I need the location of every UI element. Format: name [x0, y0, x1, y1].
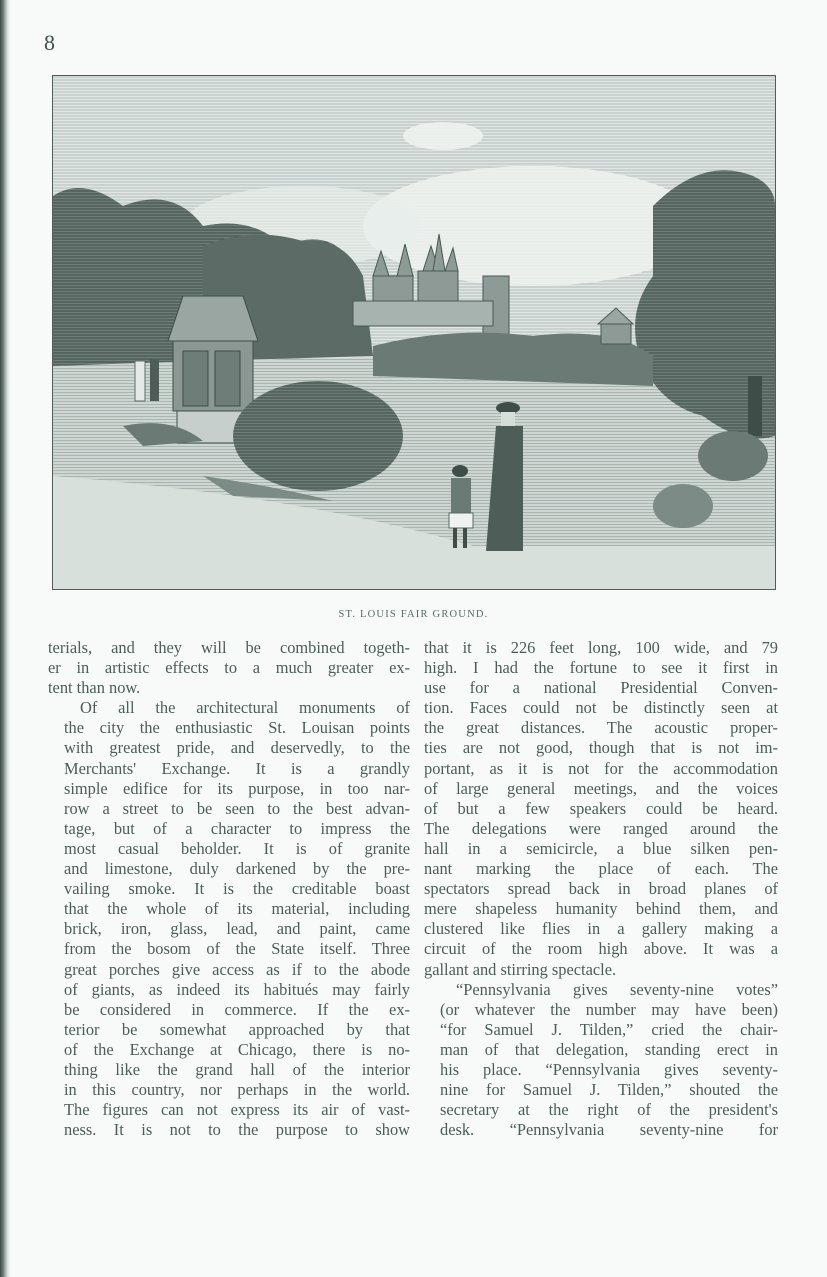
text-line: Of all the architectural monuments of	[80, 698, 410, 718]
text-line: ness. It is not to the purpose to show	[64, 1120, 410, 1140]
text-line: great porches give access as if to the abode	[64, 959, 410, 979]
text-line: nine for Samuel J. Tilden,” shouted the	[440, 1080, 778, 1100]
text-line: er in artistic effects to a much greater ex-	[48, 658, 410, 678]
text-line: from the bosom of the State itself. Three	[64, 939, 410, 959]
page-number: 8	[44, 30, 55, 55]
text-line: of giants, as indeed its habitués may fairly	[64, 979, 410, 999]
text-line: simple edifice for its purpose, in too nar-	[64, 778, 410, 798]
text-line: of but a few speakers could be heard.	[424, 798, 778, 818]
text-line: the city the enthusiastic St. Louisan points	[64, 718, 410, 738]
text-line: terior be somewhat approached by that	[64, 1019, 410, 1039]
illustration-st-louis-fair-ground	[52, 75, 776, 590]
left-text-column	[48, 638, 410, 1140]
text-line: Merchants' Exchange. It is a grandly	[64, 758, 410, 778]
right-text-column	[424, 638, 778, 1140]
text-line: that it is 226 feet long, 100 wide, and 79	[424, 638, 778, 657]
text-line: nant marking the place of each. The	[424, 859, 778, 879]
text-line: his place. “Pennsylvania gives seventy-	[440, 1059, 778, 1079]
text-line: thing like the grand hall of the interior	[64, 1059, 410, 1079]
text-line: terials, and they will be combined togeth-	[48, 638, 410, 657]
text-line: row a street to be seen to the best advan-	[64, 798, 410, 818]
text-line: man of that delegation, standing erect in	[440, 1039, 778, 1059]
text-line: use for a national Presidential Conven-	[424, 678, 778, 698]
paragraph	[48, 698, 410, 1140]
text-line: of the Exchange at Chicago, there is no-	[64, 1039, 410, 1059]
paragraph	[424, 980, 778, 1141]
text-line: “Pennsylvania gives seventy-nine votes”	[456, 979, 778, 999]
text-line: high. I had the fortune to see it first in	[424, 658, 778, 678]
text-line: clustered like flies in a gallery making a	[424, 919, 778, 939]
text-line: the great distances. The acoustic proper-	[424, 718, 778, 738]
text-line: The figures can not express its air of vast-	[64, 1100, 410, 1120]
text-line: most casual beholder. It is of granite	[64, 838, 410, 858]
text-line: in this country, nor perhaps in the world.	[64, 1080, 410, 1100]
text-line: mere shapeless humanity behind them, and	[424, 899, 778, 919]
text-line: that the whole of its material, including	[64, 899, 410, 919]
text-line: of large general meetings, and the voices	[424, 778, 778, 798]
text-line: and limestone, duly darkened by the pre-	[64, 859, 410, 879]
illustration-caption: ST. LOUIS FAIR GROUND.	[338, 609, 489, 620]
text-line: tage, but of a character to impress the	[64, 818, 410, 838]
text-line: vailing smoke. It is the creditable boast	[64, 879, 410, 899]
text-line: ties are not good, though that is not im-	[424, 738, 778, 758]
binding-edge	[0, 0, 10, 1277]
engraving-image	[53, 76, 775, 589]
text-line: desk. “Pennsylvania seventy-nine for	[440, 1120, 778, 1140]
text-line: be considered in commerce. If the ex-	[64, 999, 410, 1019]
text-line: circuit of the room high above. It was a	[424, 939, 778, 959]
text-line: “for Samuel J. Tilden,” cried the chair-	[440, 1019, 778, 1039]
text-line: portant, as it is not for the accommodation	[424, 758, 778, 778]
text-line: (or whatever the number may have been)	[440, 999, 778, 1019]
text-line: The delegations were ranged around the	[424, 818, 778, 838]
text-line: gallant and stirring spectacle.	[424, 959, 617, 979]
paragraph	[48, 638, 410, 698]
text-line: spectators spread back in broad planes of	[424, 879, 778, 899]
text-line: secretary at the right of the president's	[440, 1100, 778, 1120]
text-line: tent than now.	[48, 678, 141, 698]
text-line: brick, iron, glass, lead, and paint, came	[64, 919, 410, 939]
paragraph	[424, 638, 778, 980]
text-line: tion. Faces could not be distinctly seen at	[424, 698, 778, 718]
text-line: hall in a semicircle, a blue silken pen-	[424, 838, 778, 858]
text-line: with greatest pride, and deservedly, to the	[64, 738, 410, 758]
